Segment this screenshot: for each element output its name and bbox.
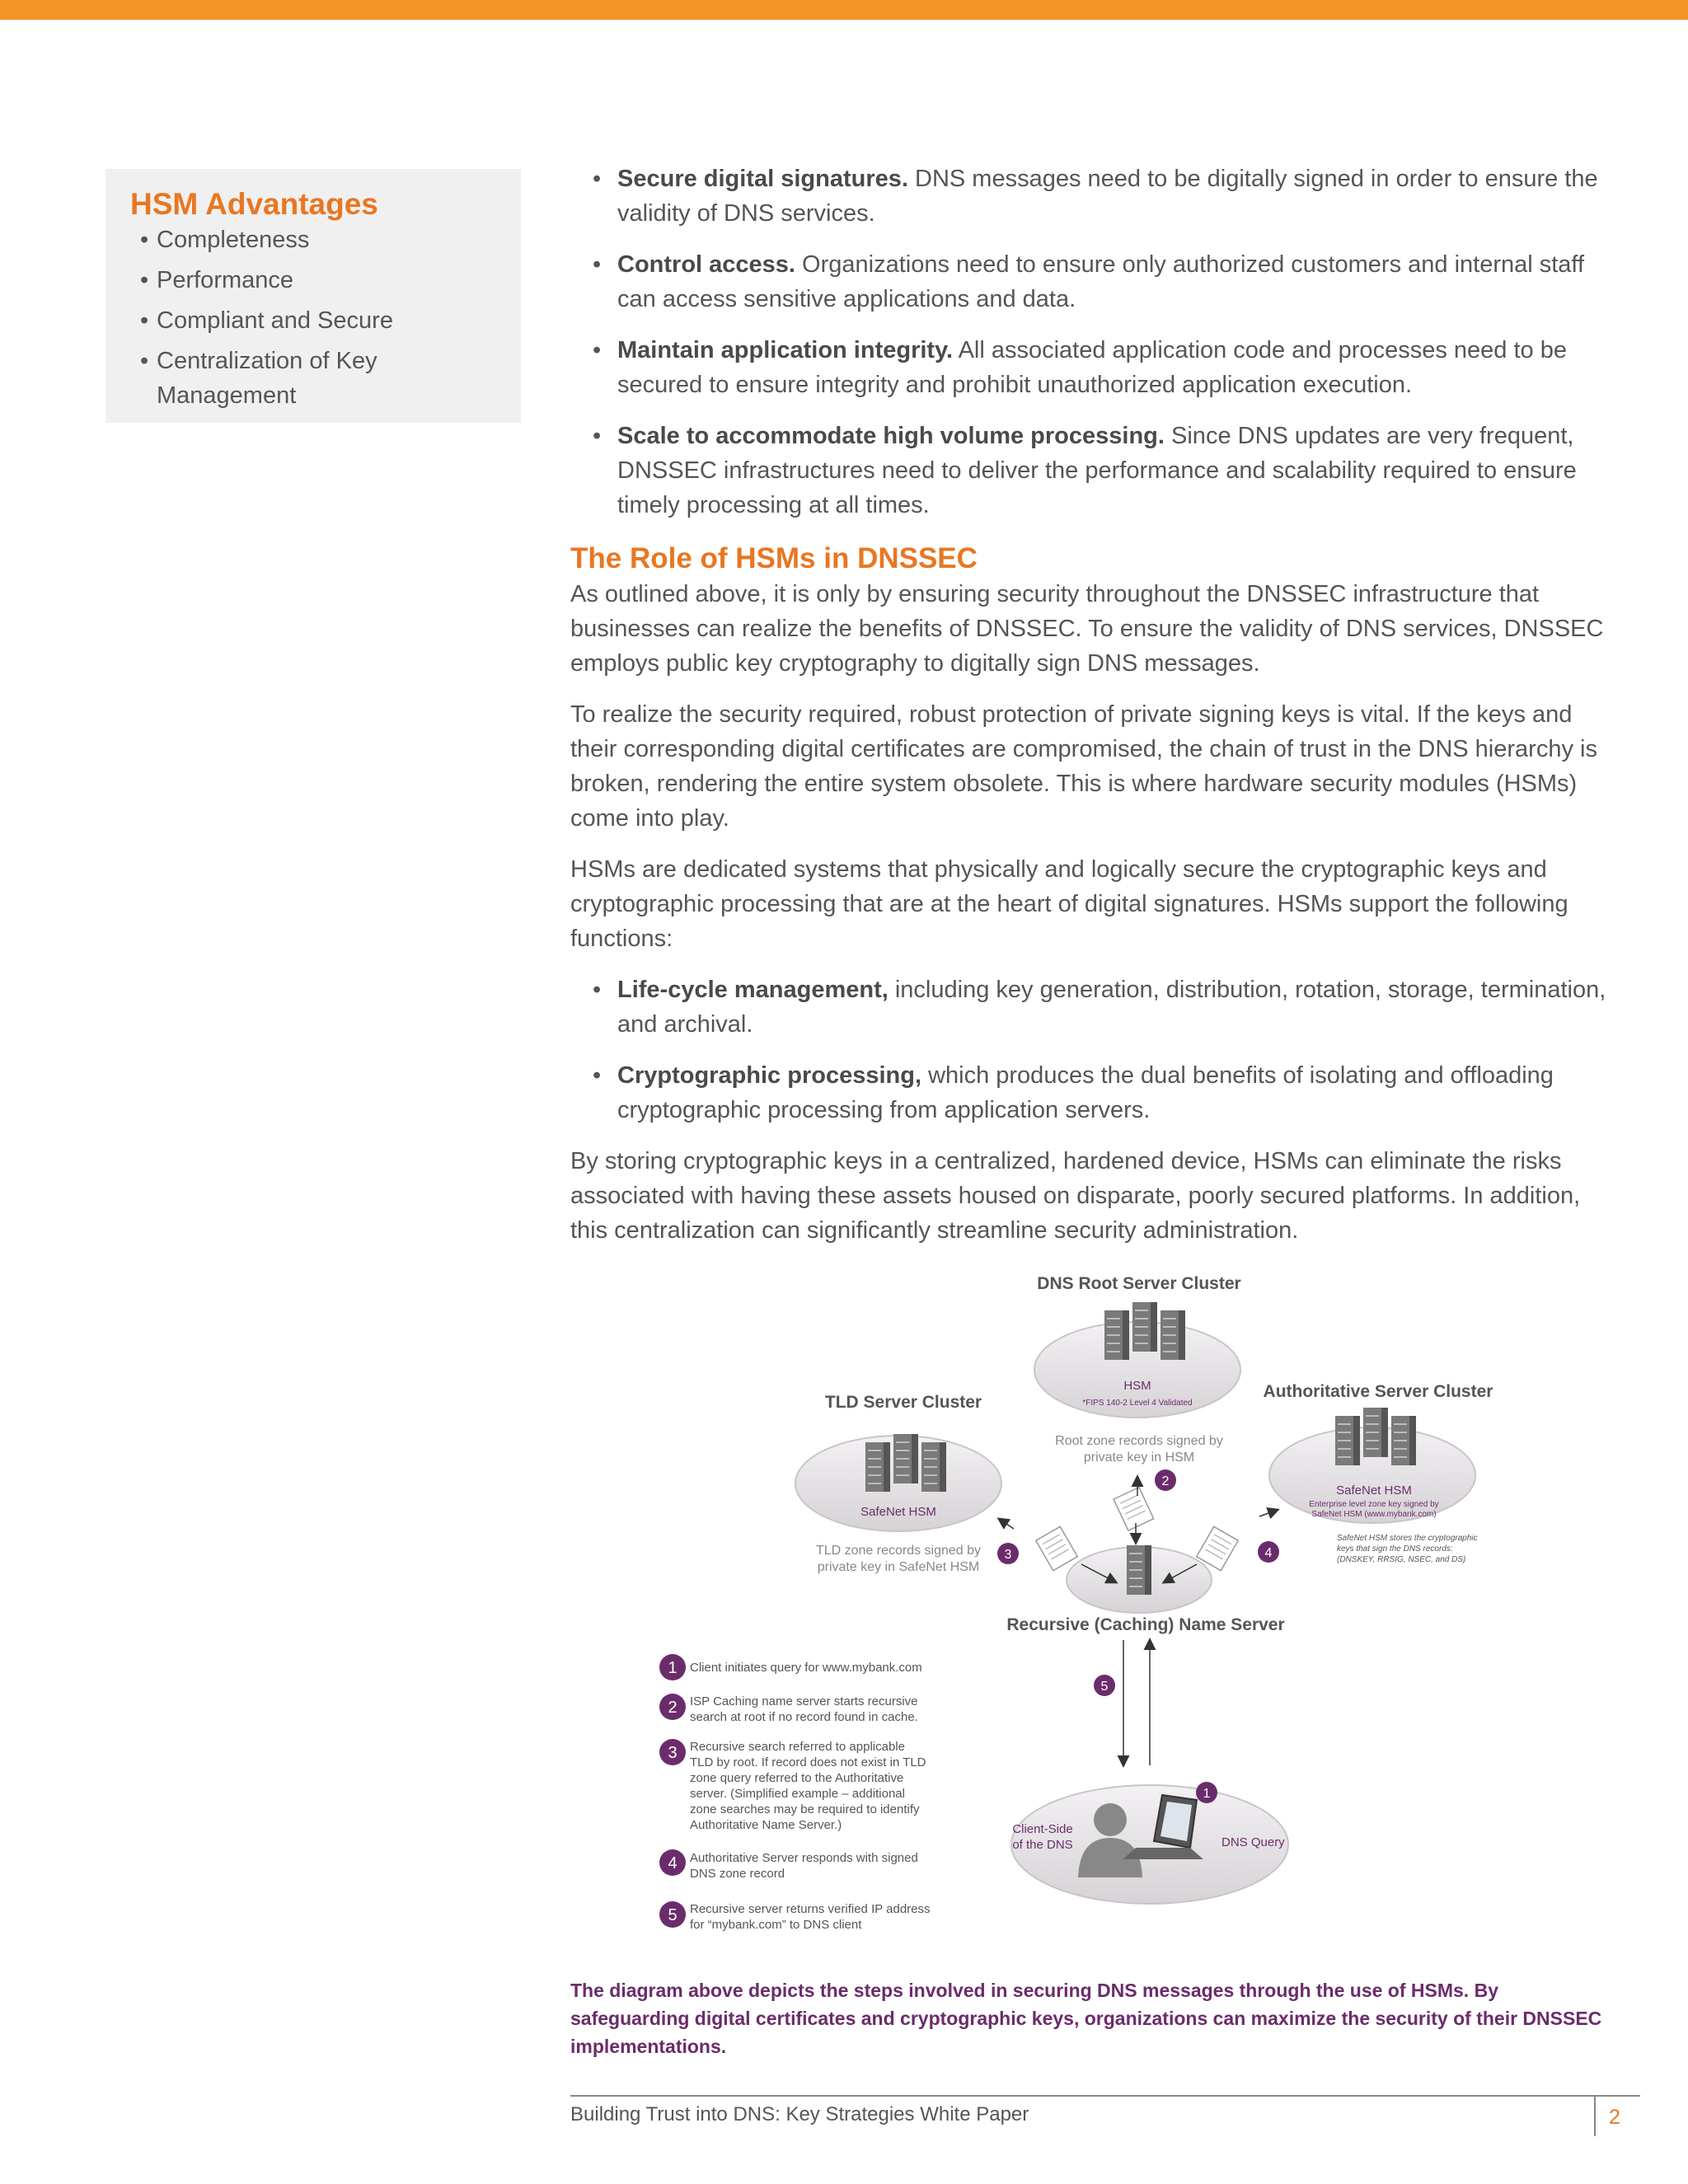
list-item: • Cryptographic processing, which produces the dual benefits of isolating and offloading cryptographic processing from application servers. xyxy=(617,1058,1617,1127)
svg-text:Client initiates query for www: Client initiates query for www.mybank.com xyxy=(690,1661,922,1675)
svg-text:2: 2 xyxy=(668,1699,678,1717)
tld-cluster-title: TLD Server Cluster xyxy=(824,1393,982,1412)
paragraph: By storing cryptographic keys in a centralized, hardened device, HSMs can eliminate the risks associated with having these assets housed on disparate, poorly secured platforms. In addition, this centralization can significantly streamline security administration. xyxy=(570,1148,1581,1244)
svg-text:1: 1 xyxy=(1203,1787,1211,1801)
step-item xyxy=(659,1654,922,1680)
functions-list xyxy=(570,972,1617,1127)
steps-legend xyxy=(659,1654,931,1932)
document-icon xyxy=(1114,1488,1154,1530)
auth-server-icon xyxy=(1335,1408,1416,1465)
svg-text:5: 5 xyxy=(1100,1680,1109,1694)
root-server-icon xyxy=(1104,1302,1185,1360)
svg-text:ISP Caching name server starts: ISP Caching name server starts recursive xyxy=(690,1694,918,1708)
svg-text:DNS zone record: DNS zone record xyxy=(690,1867,785,1881)
step-badge xyxy=(1258,1541,1279,1563)
top-accent-bar xyxy=(0,0,1688,20)
svg-text:zone query referred to the Aut: zone query referred to the Authoritative xyxy=(690,1771,904,1785)
svg-text:5: 5 xyxy=(668,1906,678,1924)
section-heading: The Role of HSMs in DNSSEC xyxy=(570,542,978,574)
advantages-list xyxy=(140,223,503,419)
document-icon xyxy=(1036,1526,1077,1570)
auth-hsm-label: SafeNet HSM xyxy=(1336,1483,1412,1497)
list-item: • Control access. Organizations need to ensure only authorized customers and internal staff can access sensitive applications and data. xyxy=(617,247,1617,316)
svg-text:Recursive search referred to a: Recursive search referred to applicable xyxy=(690,1740,905,1754)
root-note: private key in HSM xyxy=(1083,1451,1195,1465)
step-badge xyxy=(1155,1469,1176,1491)
auth-note: (DNSKEY, RRSIG, NSEC, and DS) xyxy=(1337,1555,1466,1564)
svg-text:TLD by root. If record does n: TLD by root. If record does not exist in TLD xyxy=(690,1755,926,1769)
list-item: • Scale to accommodate high volume processing. Since DNS updates are very frequent, DNSSEC infrastructures need to deliver the performance and scalability required to ensure timely processing at all times. xyxy=(617,419,1617,523)
tld-note: private key in SafeNet HSM xyxy=(817,1560,980,1574)
svg-text:4: 4 xyxy=(1264,1546,1273,1560)
footer-rule xyxy=(570,2095,1640,2097)
footer-divider xyxy=(1594,2095,1596,2136)
list-item: • Compliant and Secure xyxy=(140,303,503,338)
dns-query-label: DNS Query xyxy=(1221,1835,1285,1849)
root-note: Root zone records signed by xyxy=(1055,1434,1223,1448)
laptop-icon xyxy=(1123,1848,1203,1859)
page-number: 2 xyxy=(1609,2106,1620,2129)
svg-text:Authoritative Name Server.): Authoritative Name Server.) xyxy=(690,1818,842,1832)
svg-text:zone searches may be required: zone searches may be required to identify xyxy=(690,1802,920,1816)
svg-text:server. (Simplified example –: server. (Simplified example – additional xyxy=(690,1787,905,1801)
footer-title: Building Trust into DNS: Key Strategies White Paper xyxy=(570,2103,1029,2125)
step-item xyxy=(659,1901,931,1932)
tld-hsm-label: SafeNet HSM xyxy=(860,1505,936,1519)
auth-sub-label: SafeNet HSM (www.mybank.com) xyxy=(1311,1510,1437,1519)
diagram-caption: The diagram above depicts the steps involved in securing DNS messages through the use of HSMs. By safeguarding digital certificates and cryptographic keys, organizations can maximize the security of their DNSSEC implementations. xyxy=(570,1980,1602,2057)
requirements-list xyxy=(570,162,1617,523)
auth-note: SafeNet HSM stores the cryptographic xyxy=(1337,1534,1478,1543)
paragraph: To realize the security required, robust protection of private signing keys is vital. If the keys and their corresponding digital certificates are compromised, the chain of trust in the DNS hierarchy is broken, rendering the entire system obsolete. This is where hardware security modules (HSMs) come into play. xyxy=(570,701,1597,832)
arrow xyxy=(1259,1510,1278,1516)
list-item: • Secure digital signatures. DNS messages need to be digitally signed in order to ensure the validity of DNS services. xyxy=(617,162,1617,231)
hsm-advantages-box xyxy=(106,169,521,423)
auth-cluster-title: Authoritative Server Cluster xyxy=(1263,1382,1493,1401)
step-badge xyxy=(1196,1782,1217,1803)
auth-note: keys that sign the DNS records: xyxy=(1337,1544,1453,1554)
svg-text:search at root if no record fo: search at root if no record found in cache. xyxy=(690,1710,918,1724)
step-item xyxy=(659,1739,926,1832)
client-label: Client-Side xyxy=(1012,1822,1073,1836)
svg-text:for “mybank.com” to DNS client: for “mybank.com” to DNS client xyxy=(690,1918,862,1932)
person-icon xyxy=(1094,1803,1127,1836)
arrow xyxy=(999,1519,1014,1529)
list-item: • Completeness xyxy=(140,223,503,257)
sidebox-title: HSM Advantages xyxy=(130,187,378,221)
svg-text:3: 3 xyxy=(668,1744,678,1762)
list-item: • Centralization of Key Management xyxy=(140,344,503,413)
tld-server-icon xyxy=(865,1434,946,1492)
paragraph: As outlined above, it is only by ensuring security throughout the DNSSEC infrastructure that businesses can realize the benefits of DNSSEC. To ensure the validity of DNS services, DNSSEC employs public key cryptography to digitally sign DNS messages. xyxy=(570,581,1604,677)
root-cluster-title: DNS Root Server Cluster xyxy=(1037,1274,1241,1293)
step-badge xyxy=(997,1543,1019,1564)
svg-text:2: 2 xyxy=(1161,1474,1170,1488)
auth-sub-label: Enterprise level zone key signed by xyxy=(1309,1500,1439,1509)
step-item xyxy=(659,1694,918,1724)
paragraph: HSMs are dedicated systems that physically and logically secure the cryptographic keys and cryptographic processing that are at the heart of digital signatures. HSMs support the following functions: xyxy=(570,856,1568,952)
list-item: • Maintain application integrity. All associated application code and processes need to be secured to ensure integrity and prohibit unauthorized application execution. xyxy=(617,333,1617,402)
svg-text:1: 1 xyxy=(668,1659,678,1677)
root-fips-label: *FIPS 140-2 Level 4 Validated xyxy=(1082,1399,1193,1408)
step-item xyxy=(659,1849,918,1881)
recursive-server-icon xyxy=(1127,1545,1151,1595)
tld-note: TLD zone records signed by xyxy=(815,1544,982,1558)
svg-text:Authoritative Server responds: Authoritative Server responds with signed xyxy=(690,1851,918,1865)
list-item: • Life-cycle management, including key generation, distribution, rotation, storage, termination, and archival. xyxy=(617,972,1617,1042)
svg-text:Recursive server returns verif: Recursive server returns verified IP address xyxy=(690,1902,931,1916)
svg-text:3: 3 xyxy=(1004,1548,1012,1562)
svg-text:4: 4 xyxy=(668,1854,678,1872)
list-item: • Performance xyxy=(140,263,503,298)
dnssec-diagram xyxy=(626,1261,1533,1945)
recursive-title: Recursive (Caching) Name Server xyxy=(1006,1615,1285,1634)
client-label: of the DNS xyxy=(1012,1838,1073,1852)
step-badge xyxy=(1094,1675,1115,1696)
root-hsm-label: HSM xyxy=(1123,1379,1151,1393)
main-content xyxy=(570,162,1617,1264)
